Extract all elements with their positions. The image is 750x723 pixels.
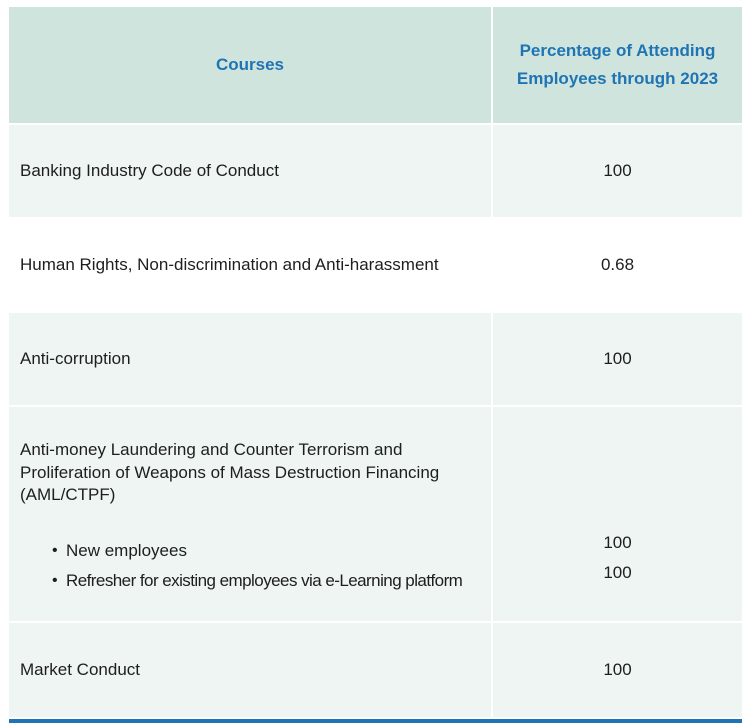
header-courses: Courses [9,7,493,123]
course-cell [9,407,493,621]
sub-item-percentage: 100 [603,533,632,552]
course-percentage: 0.68 [600,255,635,274]
course-name: Market Conduct [9,623,493,717]
sub-item-percentage: 100 [603,563,632,582]
list-item [20,536,491,566]
course-percentage-cell [493,407,742,621]
course-name: Banking Industry Code of Conduct [9,125,493,217]
table-row [9,219,742,313]
sub-item-list [20,536,491,596]
course-percentage: 100 [603,161,632,180]
list-item [20,566,491,596]
bullet-icon: • [52,541,58,559]
course-name: Anti-corruption [9,313,493,405]
table-bottom-rule [9,719,742,723]
table-header-row [9,7,742,125]
course-name: Anti-money Laundering and Counter Terrorism and Proliferation of Weapons of Mass Destruction Financing (AML/CTPF) [20,440,440,504]
header-percentage: Percentage of Attending Employees through 2023 [516,40,719,88]
table-row [9,623,742,719]
course-percentage: 100 [603,660,632,679]
table-row [9,125,742,219]
bullet-icon: • [52,571,58,589]
sub-item-label: Refresher for existing employees via e-Learning platform [66,570,463,590]
course-percentage: 100 [603,349,632,368]
table-row [9,313,742,407]
sub-item-label: New employees [66,540,187,560]
course-name: Human Rights, Non-discrimination and Anti-harassment [9,219,493,311]
training-courses-table [9,7,742,723]
table-row [9,407,742,623]
